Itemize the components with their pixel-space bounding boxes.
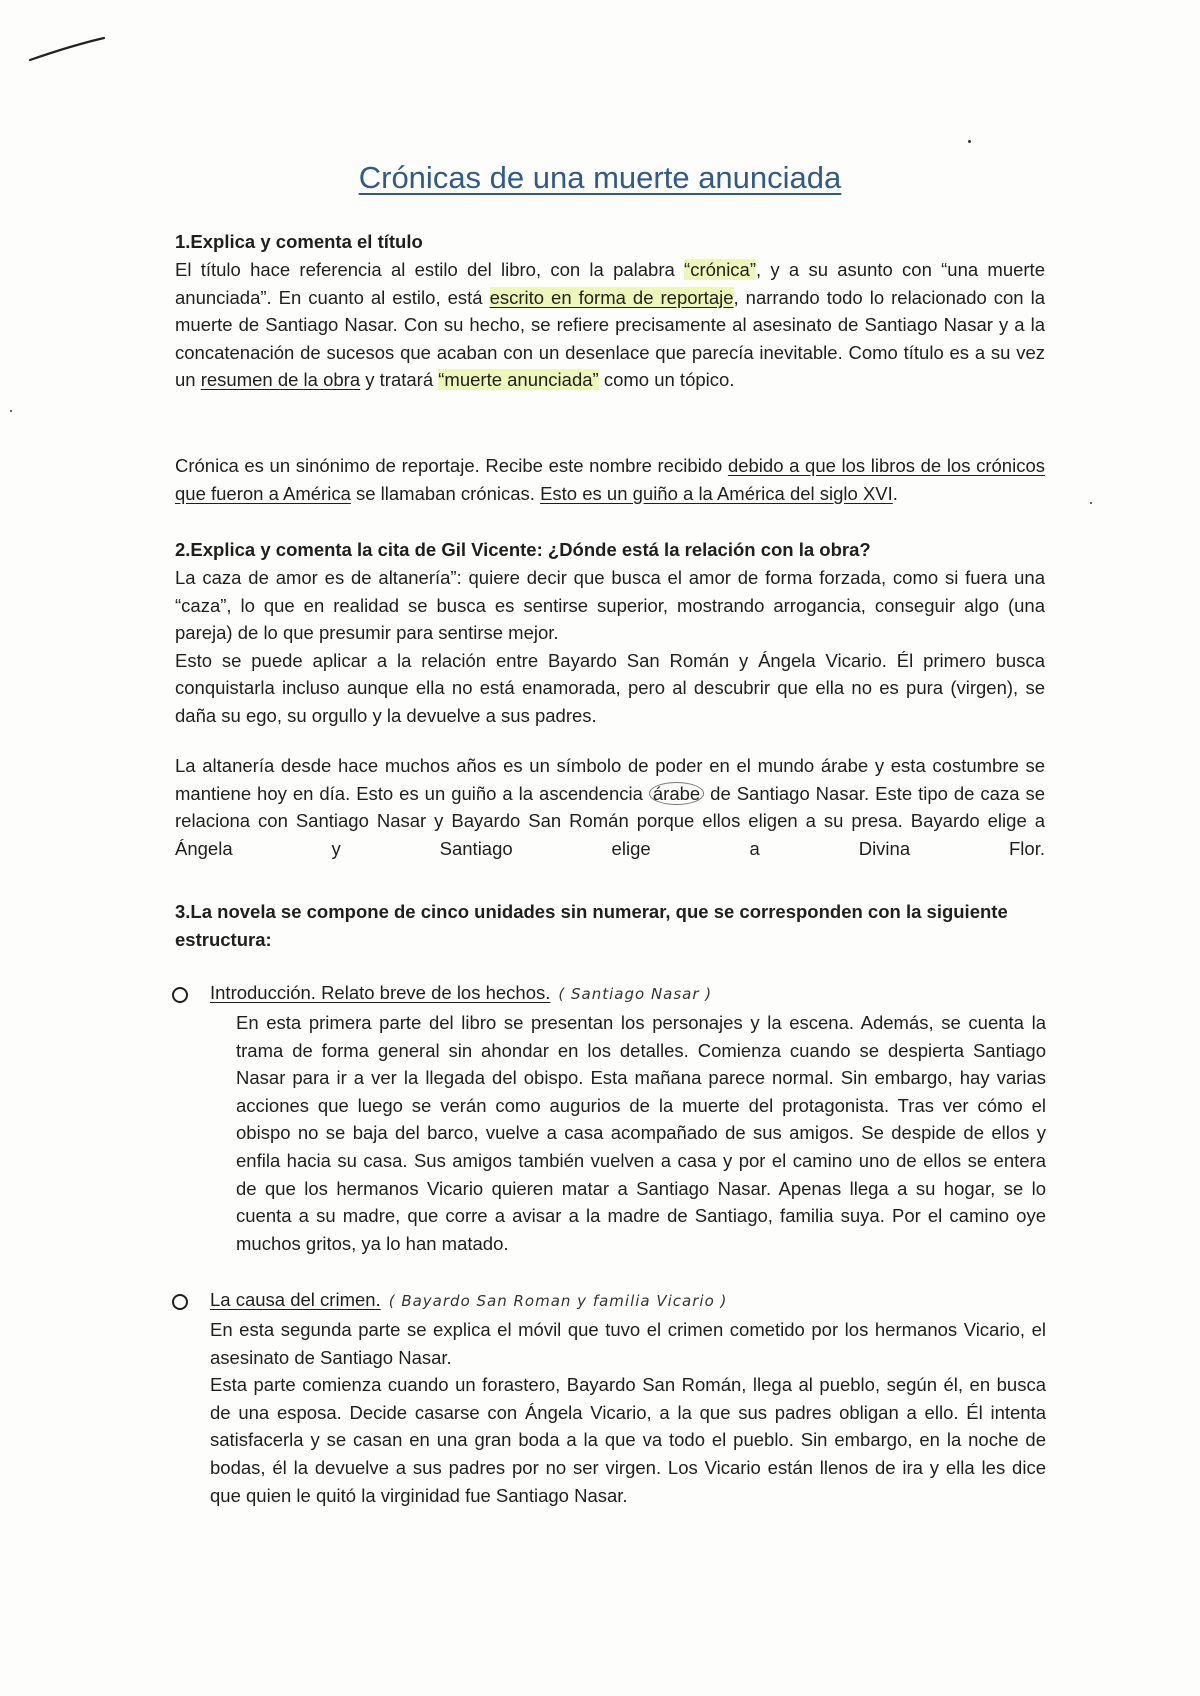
question-3 — [175, 898, 1045, 954]
list-bullet — [172, 987, 188, 1003]
structure-item-2-body — [210, 1316, 1046, 1509]
structure-item-1-body: En esta primera parte del libro se presentan los personajes y la escena. Además, se cuenta la trama de forma general sin ahondar en los detalles. Comienza cuando se despierta Santiago Nasar para ir a ver la llegada del obispo. Esta mañana parece normal. Sin embargo, hay varias acciones que luego se verán como augurios de la muerte del protagonista. Tras ver cómo el obispo no se baja del barco, vuelve a casa acompañado de sus amigos. Se despide de ellos y enfila hacia su casa. Sus amigos también vuelven a casa y por el camino uno de ellos se entera de que los hermanos Vicario quieren matar a Santiago Nasar. Apenas llega a su hogar, se lo cuenta a su madre, que corre a avisar a la madre de Santiago, familia suya. Por el camino oye muchos gritos, ya lo han matado. — [236, 1012, 1046, 1254]
underline-resumen: resumen de la obra — [200, 369, 361, 391]
structure-item-2-title: La causa del crimen. — [210, 1289, 381, 1310]
question-3-heading: 3.La novela se compone de cinco unidades sin numerar, que se corresponden con la siguiente estructura: — [175, 901, 1008, 950]
question-1 — [175, 228, 1045, 394]
scan-speck — [10, 410, 12, 412]
handwritten-note-1: ( Santiago Nasar ) — [558, 985, 713, 1003]
structure-item-1-title: Introducción. Relato breve de los hechos. — [210, 982, 551, 1003]
question-2-paragraph-2: Esto se puede aplicar a la relación entre Bayardo San Román y Ángela Vicario. Él primero busca conquistarla incluso aunque ella no está enamorada, pero al descubrir que ella no es pura (virgen), se daña su ego, su orgullo y la devuelve a sus padres. — [175, 649, 1045, 726]
scan-speck — [1090, 502, 1092, 504]
list-bullet — [172, 1294, 188, 1310]
question-1-heading: 1.Explica y comenta el título — [175, 231, 423, 252]
question-1-paragraph-2: Crónica es un sinónimo de reportaje. Recibe este nombre recibido debido a que los libros de los crónicos que fueron a América se llamaban crónicas. Esto es un guiño a la América del siglo XVI. — [175, 455, 1045, 504]
circled-arabe: árabe — [649, 782, 704, 805]
question-2 — [175, 536, 1045, 730]
question-1-paragraph-1: El título hace referencia al estilo del libro, con la palabra “crónica”, y a su asunto con “una muerte anunciada”. En cuanto al estilo, está escrito en forma de reportaje, narrando todo lo relacionado con la muerte de Santiago Nasar. Con su hecho, se refiere precisamente al asesinato de Santiago Nasar y a la concatenación de sucesos que acaban con un desenlace que parecía inevitable. Como título es a su vez un resumen de la obra y tratará “muerte anunciada” como un tópico. — [175, 259, 1045, 391]
question-2-paragraph-1: La caza de amor es de altanería”: quiere decir que busca el amor de forma forzada, como si fuera una “caza”, lo que en realidad se busca es sentirse superior, mostrando arrogancia, conseguir algo (una pareja) de lo que presumir para sentirse mejor. — [175, 567, 1045, 644]
underline-guino-america: Esto es un guiño a la América del siglo XVI — [540, 482, 893, 504]
structure-item-2-body-paragraph-2: Esta parte comienza cuando un forastero, Bayardo San Román, llega al pueblo, según él, en busca de una esposa. Decide casarse con Ángela Vicario, a la que sus padres obligan a ello. Él intenta satisfacerla y se casan en una gran boda a la que va todo el pueblo. Sin embargo, en la noche de bodas, él la devuelve a sus padres por no ser virgen. Los Vicario están llenos de ira y ella les dice que quien le quitó la virginidad fue Santiago Nasar. — [210, 1374, 1046, 1506]
scan-speck — [968, 140, 971, 143]
document-title: Crónicas de una muerte anunciada — [358, 160, 842, 195]
highlight-cronica: “crónica” — [684, 259, 757, 280]
structure-item-2-body-paragraph-1: En esta segunda parte se explica el móvil que tuvo el crimen cometido por los hermanos Vicario, el asesinato de Santiago Nasar. — [210, 1319, 1046, 1368]
underline-cronicos: debido a que los libros de los crónicos que fueron a América — [175, 455, 1045, 504]
handwritten-note-2: ( Bayardo San Roman y familia Vicario ) — [388, 1292, 728, 1310]
structure-item-2-title-row — [210, 1286, 1060, 1316]
structure-item-1-title-row — [210, 979, 1060, 1009]
question-2-heading: 2.Explica y comenta la cita de Gil Vicente: ¿Dónde está la relación con la obra? — [175, 539, 871, 560]
highlight-muerte-anunciada: “muerte anunciada” — [438, 369, 599, 391]
question-2-paragraph-3: La altanería desde hace muchos años es un símbolo de poder en el mundo árabe y esta costumbre se mantiene hoy en día. Esto es un guiño a la ascendencia árabe de Santiago Nasar. Este tipo de caza se relaciona con Santiago Nasar y Bayardo San Román porque ellos eligen a su presa. Bayardo elige a Ángela y Santiago elige a Divina Flor. — [175, 755, 1045, 859]
pen-stroke-mark — [28, 34, 108, 64]
underline-reportaje: escrito en forma de reportaje — [489, 286, 734, 308]
